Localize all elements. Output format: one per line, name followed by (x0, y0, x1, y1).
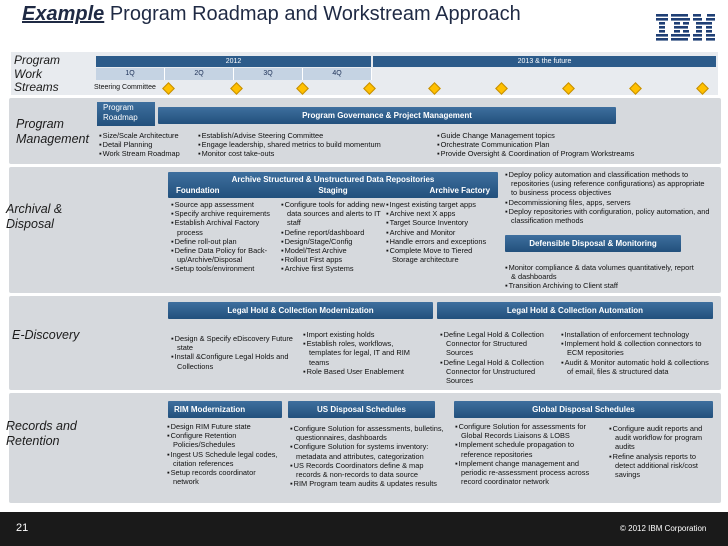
timeline-label: Program Work Streams (14, 53, 61, 94)
lane-label-ediscovery: E-Discovery (12, 328, 80, 342)
archival-col-5 (505, 263, 695, 291)
year-2013: 2013 & the future (373, 56, 716, 67)
list-item: ▪ Source app assessment (171, 200, 277, 209)
archival-col-2 (281, 200, 385, 274)
list-item: ▪ Role Based User Enablement (303, 367, 415, 376)
phase-foundation: Foundation (176, 186, 220, 195)
list-item: ▪ Install &Configure Legal Holds and Collections (171, 352, 293, 370)
records-col-2 (290, 424, 450, 488)
list-item: ▪ Handle errors and exceptions (386, 237, 496, 246)
records-col-1 (167, 422, 282, 486)
copyright: © 2012 IBM Corporation (620, 524, 707, 533)
program-roadmap-box: Program Roadmap (97, 102, 155, 126)
list-item: ▪ Archive next X apps (386, 209, 496, 218)
list-item: ▪ Define Legal Hold & Collection Connector for Structured Sources (440, 330, 555, 358)
ediscovery-col-3 (440, 330, 555, 385)
ibm-logo (656, 10, 716, 44)
page-number: 21 (16, 522, 29, 534)
list-item: ▪ Engage leadership, shared metrics to build momentum (198, 140, 408, 149)
list-item: ▪ Setup records coordinator network (167, 468, 282, 486)
list-item: ▪ Implement change management and periodic re-assessment process across record coordinator network (455, 459, 605, 487)
list-item: ▪ Specify archive requirements (171, 209, 277, 218)
quarter-1: 1Q (96, 68, 165, 80)
bar-program-governance: Program Governance & Project Management (158, 107, 616, 124)
lane-label-program-management: Program Management (16, 117, 89, 146)
list-item: ▪ Import existing holds (303, 330, 415, 339)
list-item: ▪ Define Data Policy for Back-up/Archive/Disposal (171, 246, 277, 264)
archival-col-4 (505, 170, 710, 225)
list-item: ▪ Decommissioning files, apps, servers (505, 198, 710, 207)
list-item: ▪ Guide Change Management topics (437, 131, 667, 140)
list-item: ▪ Implement hold & collection connectors to ECM repositories (561, 339, 713, 357)
ediscovery-col-2 (303, 330, 415, 376)
ediscovery-col-1 (171, 334, 293, 371)
ediscovery-col-4 (561, 330, 713, 376)
list-item: ▪ Deploy policy automation and classification methods to repositories (using reference configurations) as appropriate to business process objectives (505, 170, 710, 198)
list-item: ▪ Model/Test Archive (281, 246, 385, 255)
list-item: ▪ Archive first Systems (281, 264, 385, 273)
list-item: ▪ US Records Coordinators define & map records & non-records to data source (290, 461, 450, 479)
phase-archive-factory: Archive Factory (429, 186, 491, 195)
list-item: ▪ Orchestrate Communication Plan (437, 140, 667, 149)
list-item: ▪ Configure Solution for assessments for Global Records Liaisons & LOBS (455, 422, 605, 440)
list-item: ▪ Design RIM Future state (167, 422, 282, 431)
list-item: ▪ Detail Planning (99, 140, 199, 149)
bar-us-disposal-schedules: US Disposal Schedules (288, 401, 435, 418)
lane-label-records: Records and Retention (6, 419, 77, 448)
list-item: ▪ Complete Move to Tiered Storage architecture (386, 246, 496, 264)
quarter-3: 3Q (234, 68, 303, 80)
steering-committee-label: Steering Committee (94, 84, 156, 91)
bar-archive-repositories (168, 172, 498, 198)
list-item: ▪ Setup tools/environment (171, 264, 277, 273)
bar-defensible-disposal: Defensible Disposal & Monitoring (505, 235, 681, 252)
list-item: ▪ Ingest existing target apps (386, 200, 496, 209)
list-item: ▪ Size/Scale Architecture (99, 131, 199, 140)
bar-legal-hold-automation: Legal Hold & Collection Automation (437, 302, 713, 319)
pm-col-2 (198, 131, 408, 159)
list-item: ▪ Monitor compliance & data volumes quantitatively, report & dashboards (505, 263, 695, 281)
pm-col-1 (99, 131, 199, 159)
list-item: ▪ Rollout First apps (281, 255, 385, 264)
year-2012: 2012 (96, 56, 371, 67)
list-item: ▪ Deploy repositories with configuration, policy automation, and classification methods (505, 207, 710, 225)
list-item: ▪ Configure Solution for assessments, bulletins, questionnaires, dashboards (290, 424, 450, 442)
phase-staging: Staging (318, 186, 348, 195)
footer-bar (0, 512, 728, 546)
bar-archive-title: Archive Structured & Unstructured Data Repositories (231, 175, 435, 184)
pm-col-3 (437, 131, 667, 159)
list-item: ▪ Configure Solution for systems inventory: metadata and attributes, categorization (290, 442, 450, 460)
list-item: ▪ Define report/dashboard (281, 228, 385, 237)
list-item: ▪ Installation of enforcement technology (561, 330, 713, 339)
list-item: ▪ Target Source Inventory (386, 218, 496, 227)
list-item: ▪ Establish Archival Factory process (171, 218, 277, 236)
lane-label-archival: Archival & Disposal (6, 202, 63, 231)
quarter-4: 4Q (303, 68, 372, 80)
list-item: ▪ Design/Stage/Config (281, 237, 385, 246)
list-item: ▪ Monitor cost take-outs (198, 149, 408, 158)
archival-col-3 (386, 200, 496, 264)
page-title (22, 3, 521, 26)
list-item: ▪ Audit & Monitor automatic hold & collections of email, files & structured data (561, 358, 713, 376)
records-col-4 (609, 424, 715, 479)
list-item: ▪ Define Legal Hold & Collection Connector for Unstructured Sources (440, 358, 555, 386)
list-item: ▪ Implement schedule propagation to reference repositories (455, 440, 605, 458)
quarter-2: 2Q (165, 68, 234, 80)
bar-global-disposal-schedules: Global Disposal Schedules (454, 401, 713, 418)
list-item: ▪ Configure tools for adding new data sources and alerts to IT staff (281, 200, 385, 228)
list-item: ▪ Establish/Advise Steering Committee (198, 131, 408, 140)
list-item: ▪ Define roll-out plan (171, 237, 277, 246)
list-item: ▪ Configure audit reports and audit workflow for program audits (609, 424, 715, 452)
title-rest: Program Roadmap and Workstream Approach (104, 3, 521, 25)
list-item: ▪ Design & Specify eDiscovery Future state (171, 334, 293, 352)
archival-col-1 (171, 200, 277, 274)
list-item: ▪ Work Stream Roadmap (99, 149, 199, 158)
list-item: ▪ RIM Program team audits & updates results (290, 479, 450, 488)
list-item: ▪ Transition Archiving to Client staff (505, 281, 695, 290)
list-item: ▪ Refine analysis reports to detect additional risk/cost savings (609, 452, 715, 480)
bar-rim-modernization: RIM Modernization (168, 401, 282, 418)
records-col-3 (455, 422, 605, 486)
list-item: ▪ Ingest US Schedule legal codes, citation references (167, 450, 282, 468)
list-item: ▪ Establish roles, workflows, templates for legal, IT and RIM teams (303, 339, 415, 367)
list-item: ▪ Archive and Monitor (386, 228, 496, 237)
bar-legal-hold-modernization: Legal Hold & Collection Modernization (168, 302, 433, 319)
title-prefix: Example (22, 3, 105, 25)
list-item: ▪ Provide Oversight & Coordination of Program Workstreams (437, 149, 667, 158)
bar-archive-phases (168, 185, 498, 196)
list-item: ▪ Configure Retention Policies/Schedules (167, 431, 282, 449)
